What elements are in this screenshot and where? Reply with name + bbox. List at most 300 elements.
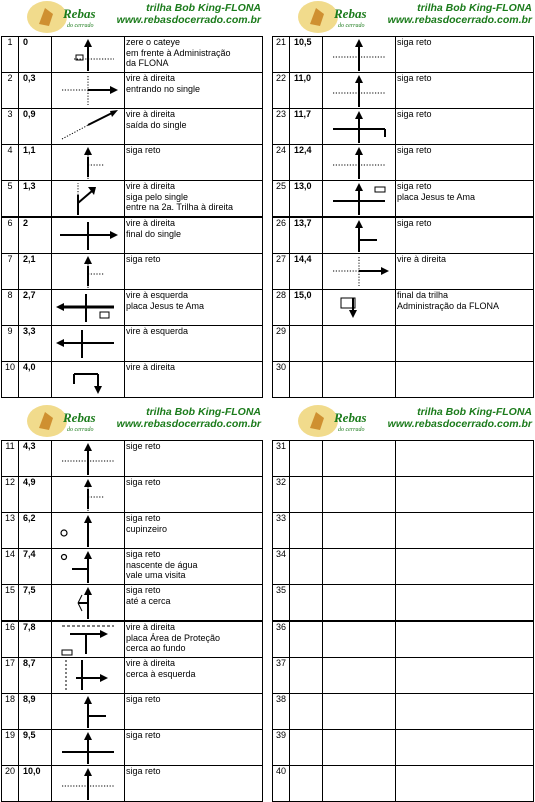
km-value: 1,3 [19, 181, 52, 218]
instruction-cell [125, 766, 263, 802]
km-value [290, 441, 323, 477]
step-number: 32 [273, 477, 290, 513]
step-number: 15 [2, 585, 19, 622]
step-number: 19 [2, 730, 19, 766]
instruction-line: entre na 2a. Trilha à direita [126, 202, 234, 212]
km-value [290, 730, 323, 766]
step-number: 37 [273, 658, 290, 694]
instruction-line: siga pelo single [126, 191, 189, 202]
instruction-cell [396, 658, 534, 694]
step-number: 9 [2, 326, 19, 362]
direction-diagram [52, 290, 125, 326]
direction-diagram [52, 513, 125, 549]
instruction-line: placa Jesus te Ama [126, 300, 205, 311]
table-row [273, 585, 534, 622]
instruction-line: vire à direita [126, 73, 176, 83]
instruction-line: siga reto [397, 218, 432, 228]
instruction-cell [396, 441, 534, 477]
instruction-line: vale uma visita [126, 570, 186, 580]
instruction-line: em frente à Administração [126, 47, 231, 58]
km-value: 0,9 [19, 109, 52, 145]
table-row [2, 326, 263, 362]
direction-diagram [323, 109, 396, 145]
direction-diagram [323, 766, 396, 802]
table-row [2, 694, 263, 730]
roadbook-sheet [1, 404, 263, 799]
instruction-line: vire à esquerda [126, 326, 189, 336]
start-flag-icon [52, 37, 124, 72]
step-number: 6 [2, 217, 19, 254]
straight-cross-solid-icon [52, 730, 124, 765]
step-number: 12 [2, 477, 19, 513]
table-row [273, 254, 534, 290]
roadbook-table [1, 36, 263, 398]
instruction-cell [396, 290, 534, 326]
step-number: 33 [273, 513, 290, 549]
instruction-line: siga reto [397, 37, 432, 47]
step-number: 20 [2, 766, 19, 802]
direction-diagram [323, 441, 396, 477]
cross-right-icon [323, 254, 395, 289]
instruction-line: vire à direita [126, 622, 176, 632]
km-value [290, 766, 323, 802]
roadbook-sheet [272, 0, 534, 400]
instruction-line: vire à direita [126, 658, 176, 668]
direction-diagram [323, 621, 396, 658]
step-number: 24 [273, 145, 290, 181]
instruction-cell [396, 37, 534, 73]
km-value [290, 477, 323, 513]
table-row [2, 658, 263, 694]
instruction-cell [396, 326, 534, 362]
finish-icon [323, 290, 395, 325]
instruction-line: vire à direita [126, 362, 176, 372]
direction-diagram [52, 217, 125, 254]
step-number: 31 [273, 441, 290, 477]
instruction-line: siga reto [397, 145, 432, 155]
svg-text:do cerrado: do cerrado [67, 23, 94, 29]
step-number: 14 [2, 549, 19, 585]
instruction-cell [125, 441, 263, 477]
table-row [2, 254, 263, 290]
instruction-cell [396, 694, 534, 730]
site-link[interactable]: www.rebasdocerrado.com.br [116, 14, 261, 26]
svg-text:Rebas: Rebas [334, 410, 367, 425]
km-value: 8,9 [19, 694, 52, 730]
instruction-line: vire à esquerda [126, 290, 189, 300]
instruction-cell [396, 730, 534, 766]
sheet-header [272, 404, 534, 440]
table-row [2, 290, 263, 326]
km-value: 3,3 [19, 326, 52, 362]
roadbook-table [272, 36, 534, 398]
table-row [273, 109, 534, 145]
instruction-cell [125, 290, 263, 326]
instruction-line: final do single [126, 228, 182, 239]
site-link[interactable]: www.rebasdocerrado.com.br [387, 418, 532, 430]
km-value: 12,4 [290, 145, 323, 181]
step-number: 40 [273, 766, 290, 802]
site-link[interactable]: www.rebasdocerrado.com.br [116, 418, 261, 430]
instruction-line: cupinzeiro [126, 523, 168, 534]
table-row [2, 145, 263, 181]
km-value: 10,0 [19, 766, 52, 802]
instruction-cell [125, 254, 263, 290]
direction-diagram [52, 362, 125, 398]
svg-text:Rebas: Rebas [63, 6, 96, 21]
instruction-line: saída do single [126, 119, 187, 130]
table-row [273, 290, 534, 326]
direction-diagram [323, 362, 396, 398]
instruction-line: siga reto [126, 549, 161, 559]
km-value [290, 585, 323, 622]
left-sign-icon [52, 290, 124, 325]
direction-diagram [323, 730, 396, 766]
direction-diagram [52, 549, 125, 585]
sheet-header [1, 0, 263, 36]
direction-diagram [52, 109, 125, 145]
instruction-line: da FLONA [126, 58, 169, 68]
table-row [273, 477, 534, 513]
table-row [273, 441, 534, 477]
instruction-cell [396, 181, 534, 218]
km-value: 13,7 [290, 217, 323, 254]
direction-diagram [323, 217, 396, 254]
instruction-cell [396, 109, 534, 145]
direction-diagram [323, 290, 396, 326]
direction-diagram [323, 254, 396, 290]
step-number: 34 [273, 549, 290, 585]
direction-diagram [52, 254, 125, 290]
instruction-cell [396, 766, 534, 802]
table-row [273, 326, 534, 362]
direction-diagram [52, 658, 125, 694]
straight-side-right-icon [323, 218, 395, 253]
instruction-line: até a cerca [126, 595, 171, 606]
cross-right-icon [52, 73, 124, 108]
direction-diagram [52, 585, 125, 622]
step-number: 30 [273, 362, 290, 398]
instruction-cell [125, 109, 263, 145]
instruction-line: zere o cateye [126, 37, 181, 47]
table-row [2, 730, 263, 766]
straight-side-right-icon [52, 694, 124, 729]
table-row [2, 73, 263, 109]
straight-circle-left-icon [52, 549, 124, 584]
direction-diagram [52, 326, 125, 362]
km-value: 7,4 [19, 549, 52, 585]
step-number: 17 [2, 658, 19, 694]
km-value: 0,3 [19, 73, 52, 109]
table-row [273, 694, 534, 730]
step-number: 18 [2, 694, 19, 730]
svg-text:do cerrado: do cerrado [338, 427, 365, 433]
rebas-logo [25, 404, 105, 438]
step-number: 36 [273, 621, 290, 658]
trail-title: trilha Bob King-FLONA [417, 406, 532, 418]
instruction-cell [125, 694, 263, 730]
table-row [2, 477, 263, 513]
table-row [2, 217, 263, 254]
instruction-cell [125, 217, 263, 254]
km-value: 11,7 [290, 109, 323, 145]
instruction-cell [125, 37, 263, 73]
step-number: 29 [273, 326, 290, 362]
instruction-cell [125, 73, 263, 109]
km-value [290, 621, 323, 658]
straight-fence-icon [52, 585, 124, 620]
direction-diagram [52, 73, 125, 109]
instruction-cell [396, 254, 534, 290]
table-row [273, 549, 534, 585]
straight-cross-dotted-icon [323, 37, 395, 72]
straight-dotted-side-icon [52, 145, 124, 180]
t-right-solid-icon [52, 218, 124, 253]
svg-text:do cerrado: do cerrado [67, 427, 94, 433]
direction-diagram [323, 513, 396, 549]
table-row [273, 217, 534, 254]
table-row [273, 730, 534, 766]
instruction-cell [396, 145, 534, 181]
km-value: 2 [19, 217, 52, 254]
instruction-line: placa Área de Proteção [126, 632, 221, 643]
direction-diagram [52, 441, 125, 477]
step-number: 23 [273, 109, 290, 145]
table-row [2, 621, 263, 658]
instruction-cell [125, 585, 263, 622]
instruction-cell [125, 145, 263, 181]
sheet-header [272, 0, 534, 36]
km-value: 7,8 [19, 621, 52, 658]
km-value: 2,7 [19, 290, 52, 326]
table-row [2, 362, 263, 398]
left-cross-icon [52, 326, 124, 361]
instruction-line: Administração da FLONA [397, 300, 500, 311]
step-number: 38 [273, 694, 290, 730]
instruction-line: siga reto [126, 585, 161, 595]
instruction-line: siga reto [126, 513, 161, 523]
step-number: 35 [273, 585, 290, 622]
step-number: 4 [2, 145, 19, 181]
table-row [2, 513, 263, 549]
instruction-cell [396, 585, 534, 622]
instruction-cell [396, 621, 534, 658]
km-value: 1,1 [19, 145, 52, 181]
rebas-logo [296, 404, 376, 438]
instruction-line: siga reto [397, 109, 432, 119]
step-number: 11 [2, 441, 19, 477]
instruction-cell [125, 621, 263, 658]
instruction-line: vire à direita [126, 109, 176, 119]
km-value: 15,0 [290, 290, 323, 326]
svg-text:do cerrado: do cerrado [338, 23, 365, 29]
km-value: 4,3 [19, 441, 52, 477]
instruction-line: sige reto [126, 441, 161, 451]
km-value: 13,0 [290, 181, 323, 218]
straight-cross-dotted-icon [323, 73, 395, 108]
instruction-cell [396, 513, 534, 549]
rebas-logo [296, 0, 376, 34]
instruction-cell [125, 362, 263, 398]
roadbook-sheet [1, 0, 263, 400]
direction-diagram [323, 326, 396, 362]
step-number: 26 [273, 217, 290, 254]
km-value: 10,5 [290, 37, 323, 73]
table-row [273, 362, 534, 398]
km-value: 6,2 [19, 513, 52, 549]
step-number: 5 [2, 181, 19, 218]
instruction-line: cerca à esquerda [126, 668, 196, 679]
instruction-line: nascente de água [126, 559, 198, 570]
instruction-line: siga reto [126, 477, 161, 487]
step-number: 21 [273, 37, 290, 73]
straight-dotted-side-icon [52, 254, 124, 289]
step-number: 27 [273, 254, 290, 290]
table-row [273, 513, 534, 549]
table-row [2, 549, 263, 585]
instruction-cell [396, 217, 534, 254]
km-value: 7,5 [19, 585, 52, 622]
instruction-line: siga reto [397, 73, 432, 83]
instruction-line: entrando no single [126, 83, 201, 94]
km-value: 14,4 [290, 254, 323, 290]
roadbook-table [1, 440, 263, 802]
km-value: 0 [19, 37, 52, 73]
step-number: 7 [2, 254, 19, 290]
fork-right-icon [52, 181, 124, 216]
svg-text:Rebas: Rebas [334, 6, 367, 21]
table-row [2, 766, 263, 802]
direction-diagram [52, 694, 125, 730]
direction-diagram [323, 145, 396, 181]
step-number: 22 [273, 73, 290, 109]
direction-diagram [323, 585, 396, 622]
instruction-cell [125, 549, 263, 585]
direction-diagram [323, 477, 396, 513]
step-number: 25 [273, 181, 290, 218]
instruction-cell [396, 362, 534, 398]
km-value [290, 513, 323, 549]
direction-diagram [323, 181, 396, 218]
direction-diagram [52, 766, 125, 802]
step-number: 13 [2, 513, 19, 549]
direction-diagram [52, 730, 125, 766]
table-row [273, 181, 534, 218]
table-row [2, 181, 263, 218]
step-number: 28 [273, 290, 290, 326]
trail-title: trilha Bob King-FLONA [146, 2, 261, 14]
straight-dotted-side-icon [52, 477, 124, 512]
instruction-cell [125, 658, 263, 694]
table-row [273, 658, 534, 694]
straight-circle-icon [52, 513, 124, 548]
step-number: 1 [2, 37, 19, 73]
table-row [2, 585, 263, 622]
right-fence-left-icon [52, 658, 124, 693]
direction-diagram [323, 549, 396, 585]
table-row [273, 37, 534, 73]
instruction-line: siga reto [126, 730, 161, 740]
t-right-fence-icon [52, 622, 124, 657]
table-row [2, 441, 263, 477]
km-value [290, 694, 323, 730]
instruction-line: vire à direita [126, 181, 176, 191]
table-row [273, 621, 534, 658]
table-row [273, 766, 534, 802]
straight-t-solid-icon [323, 109, 395, 144]
instruction-line: vire à direita [397, 254, 447, 264]
instruction-line: cerca ao fundo [126, 643, 186, 653]
step-number: 2 [2, 73, 19, 109]
km-value: 4,0 [19, 362, 52, 398]
table-row [273, 145, 534, 181]
km-value: 11,0 [290, 73, 323, 109]
svg-text:Rebas: Rebas [63, 410, 96, 425]
direction-diagram [52, 621, 125, 658]
instruction-cell [125, 477, 263, 513]
trail-title: trilha Bob King-FLONA [417, 2, 532, 14]
direction-diagram [52, 145, 125, 181]
instruction-line: siga reto [126, 694, 161, 704]
table-row [273, 73, 534, 109]
km-value: 9,5 [19, 730, 52, 766]
direction-diagram [323, 73, 396, 109]
instruction-cell [396, 477, 534, 513]
site-link[interactable]: www.rebasdocerrado.com.br [387, 14, 532, 26]
direction-diagram [323, 694, 396, 730]
km-value [290, 326, 323, 362]
direction-diagram [52, 181, 125, 218]
step-number: 3 [2, 109, 19, 145]
km-value: 2,1 [19, 254, 52, 290]
straight-cross-dotted-icon [52, 441, 124, 476]
straight-cross-dotted-icon [323, 145, 395, 180]
instruction-line: placa Jesus te Ama [397, 191, 476, 202]
rebas-logo [25, 0, 105, 34]
turn-right-down-icon [52, 362, 124, 397]
km-value [290, 362, 323, 398]
trail-title: trilha Bob King-FLONA [146, 406, 261, 418]
diagonal-right-icon [52, 109, 124, 144]
direction-diagram [323, 658, 396, 694]
step-number: 8 [2, 290, 19, 326]
sheet-header [1, 404, 263, 440]
km-value [290, 549, 323, 585]
direction-diagram [323, 37, 396, 73]
straight-t-sign-icon [323, 181, 395, 216]
instruction-cell [125, 730, 263, 766]
direction-diagram [52, 37, 125, 73]
table-row [2, 109, 263, 145]
instruction-line: final da trilha [397, 290, 449, 300]
table-row [2, 37, 263, 73]
step-number: 39 [273, 730, 290, 766]
instruction-cell [125, 326, 263, 362]
instruction-cell [396, 549, 534, 585]
instruction-line: siga reto [126, 254, 161, 264]
instruction-line: siga reto [126, 766, 161, 776]
roadbook-table [272, 440, 534, 802]
instruction-line: vire à direita [126, 218, 176, 228]
straight-cross-dotted-icon [52, 766, 124, 801]
instruction-cell [396, 73, 534, 109]
step-number: 10 [2, 362, 19, 398]
instruction-line: siga reto [126, 145, 161, 155]
instruction-line: siga reto [397, 181, 432, 191]
instruction-cell [125, 513, 263, 549]
km-value: 4,9 [19, 477, 52, 513]
km-value: 8,7 [19, 658, 52, 694]
